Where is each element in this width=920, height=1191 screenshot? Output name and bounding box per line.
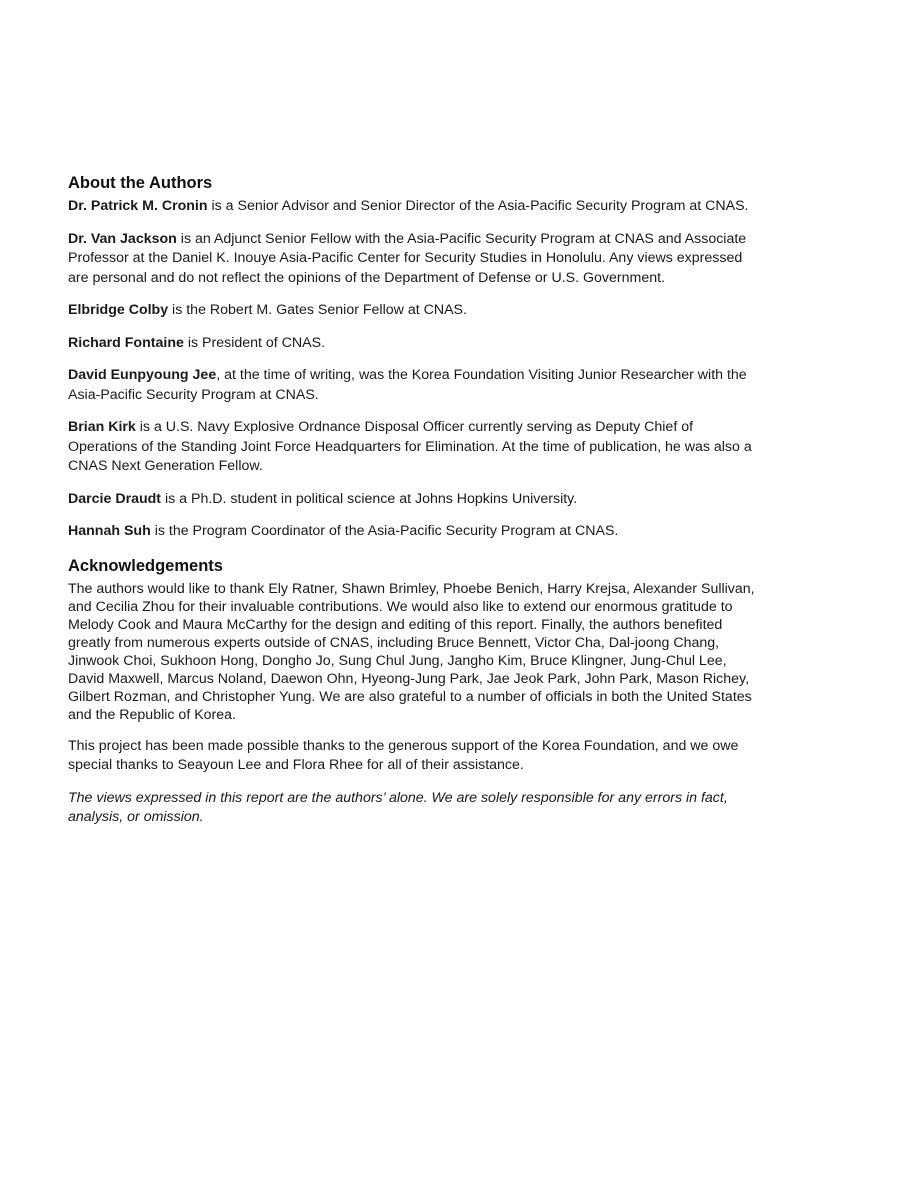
author-description: is a Ph.D. student in political science at Johns Hopkins University. [161,490,578,507]
author-description: is a Senior Advisor and Senior Director of the Asia-Pacific Security Program at CNAS. [207,198,749,214]
author-bio [68,490,758,510]
author-description: is an Adjunct Senior Fellow with the Asia-Pacific Security Program at CNAS and Associate Professor at the Daniel K. Inouye Asia-Pacific Center for Security Studies in Honolulu. Any views expressed are personal and do not reflect the opinions of the Department of Defense or U.S. Government. [68,230,747,286]
author-bio [68,230,758,289]
acknowledgements-heading: Acknowledgements [68,556,223,575]
author-name: Dr. Van Jackson [68,230,177,247]
author-description: is the Robert M. Gates Senior Fellow at CNAS. [168,302,467,318]
author-name: David Eunpyoung Jee [68,367,217,383]
author-bio [68,366,758,405]
author-name: Elbridge Colby [68,302,169,318]
author-bio [68,522,758,542]
author-bio [68,301,758,321]
acknowledgements-body: The authors would like to thank Ely Ratner, Shawn Brimley, Phoebe Benich, Harry Krejsa, Alexander Sullivan, and Cecilia Zhou for their invaluable contributions. We would also like to extend our enormous gratitude to Melody Cook and Maura McCarthy for the design and editing of this report. Finally, the authors benefited greatly from numerous experts outside of CNAS, including Bruce Bennett, Victor Cha, Dal-joong Chang, Jinwook Choi, Sukhoon Hong, Dongho Jo, Sung Chul Jung, Jangho Kim, Bruce Klingner, Jung-Chul Lee, David Maxwell, Marcus Noland, Daewon Ohn, Hyeong-Jung Park, Jae Jeok Park, John Park, Mason Richey, Gilbert Rozman, and Christopher Yung. We are also grateful to a number of officials in both the United States and the Republic of Korea. [68,580,755,723]
author-name: Darcie Draudt [68,490,162,507]
author-bio [68,418,758,477]
author-description: is the Program Coordinator of the Asia-Pacific Security Program at CNAS. [150,523,619,539]
disclaimer-paragraph: The views expressed in this report are the authors’ alone. We are solely responsible for any errors in fact, analysis, or omission. [68,789,728,825]
author-name: Richard Fontaine [68,334,184,351]
author-name: Hannah Suh [68,523,151,539]
document-page [68,172,758,841]
about-authors-heading: About the Authors [68,174,213,192]
author-description: is President of CNAS. [183,334,326,351]
support-paragraph: This project has been made possible thanks to the generous support of the Korea Foundation, and we owe special thanks to Seayoun Lee and Flora Rhee for all of their assistance. [68,737,739,773]
author-description: , at the time of writing, was the Korea Foundation Visiting Junior Researcher with the Asia-Pacific Security Program at CNAS. [68,367,747,403]
author-name: Brian Kirk [68,419,136,435]
author-bio [68,197,758,217]
author-name: Dr. Patrick M. Cronin [68,198,208,214]
author-bio [68,334,758,354]
author-description: is a U.S. Navy Explosive Ordnance Disposal Officer currently serving as Deputy Chief of Operations of the Standing Joint Force Headquarters for Elimination. At the time of publication, he was also a CNAS Next Generation Fellow. [68,419,752,474]
